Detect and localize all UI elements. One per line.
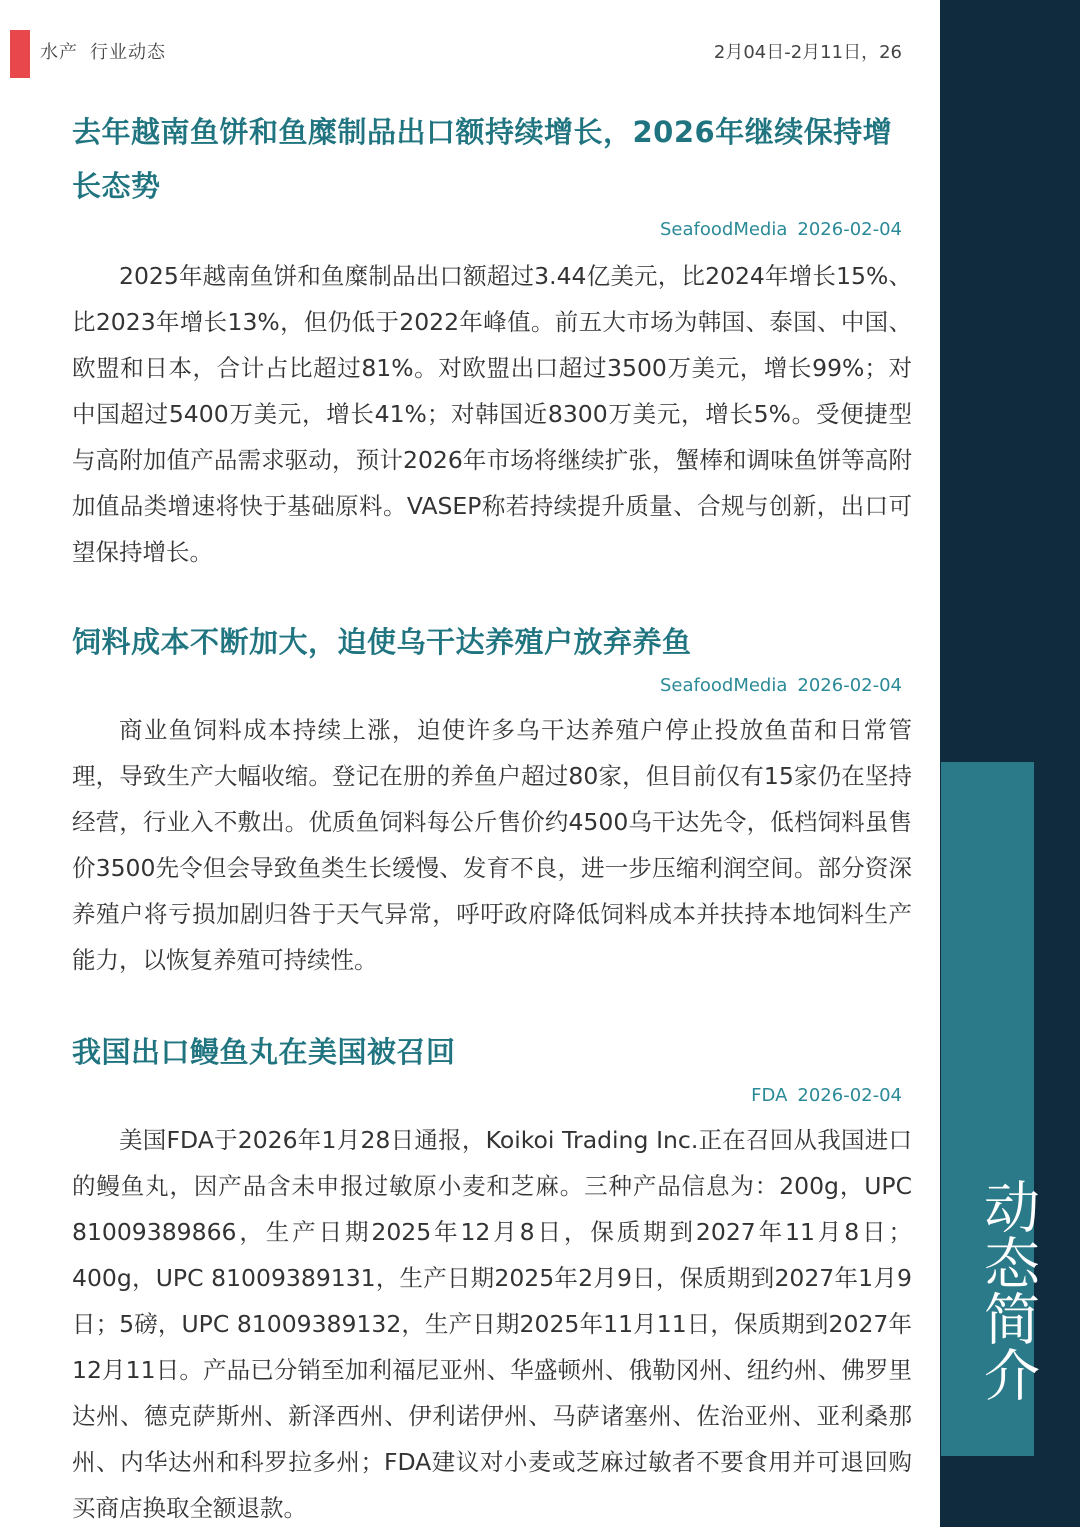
header-category: 水产 (40, 42, 78, 63)
header-date-range: 2月04日-2月11日，26 (713, 42, 902, 63)
article-title[interactable]: 我国出口鳗鱼丸在美国被召回 (72, 1035, 456, 1069)
article-body: 2025年越南鱼饼和鱼糜制品出口额超过3.44亿美元，比2024年增长15%、比2023年增长13%，但仍低于2022年峰值。前五大市场为韩国、泰国、中国、欧盟和日本，合计占比超过81%。对欧盟出口超过3500万美元，增长99%；对中国超过5400万美元，增长41%；对韩国近8300万美元，增长5%。受便捷型与高附加值产品需求驱动，预计2026年市场将继续扩张，蟹棒和调味鱼饼等高附加值品类增速将快于基础原料。VASEP称若持续提升质量、合规与创新，出口可望保持增长。 (72, 262, 912, 566)
article-source: SeafoodMedia (660, 219, 788, 240)
side-panel-title: 动态简介 (975, 1178, 1040, 1402)
article-1 (72, 105, 912, 575)
article-date: 2026-02-04 (797, 675, 902, 696)
header-section-label (40, 38, 166, 64)
header-section-name: 行业动态 (90, 42, 166, 63)
article-source: SeafoodMedia (660, 675, 788, 696)
article-title[interactable]: 饲料成本不断加大，迫使乌干达养殖户放弃养鱼 (72, 625, 692, 659)
article-date: 2026-02-04 (797, 1085, 902, 1106)
article-source: FDA (751, 1085, 788, 1106)
article-meta (72, 673, 912, 699)
article-body: 商业鱼饲料成本持续上涨，迫使许多乌干达养殖户停止投放鱼苗和日常管理，导致生产大幅收缩。登记在册的养鱼户超过80家，但目前仅有15家仍在坚持经营，行业入不敷出。优质鱼饲料每公斤售价约4500乌干达先令，低档饲料虽售价3500先令但会导致鱼类生长缓慢、发育不良，进一步压缩利润空间。部分资深养殖户将亏损加剧归咎于天气异常，呼吁政府降低饲料成本并扶持本地饲料生产能力，以恢复养殖可持续性。 (72, 716, 912, 974)
article-meta (72, 1083, 912, 1109)
header-accent-bar (10, 30, 30, 78)
article-body: 美国FDA于2026年1月28日通报，Koikoi Trading Inc.正在召回从我国进口的鳗鱼丸，因产品含未申报过敏原小麦和芝麻。三种产品信息为：200g，UPC 81009389866，生产日期2025年12月8日，保质期到2027年11月8日；400g，UPC 81009389131，生产日期2025年2月9日，保质期到2027年1月9日；5磅，UPC 81009389132，生产日期2025年11月11日，保质期到2027年12月11日。产品已分销至加利福尼亚州、华盛顿州、俄勒冈州、纽约州、佛罗里达州、德克萨斯州、新泽西州、伊利诺伊州、马萨诸塞州、佐治亚州、亚利桑那州、内华达州和科罗拉多州；FDA建议对小麦或芝麻过敏者不要食用并可退回购买商店换取全额退款。 (72, 1126, 912, 1522)
article-list (72, 105, 912, 1531)
article-title[interactable]: 去年越南鱼饼和鱼糜制品出口额持续增长，2026年继续保持增长态势 (72, 115, 893, 203)
article-date: 2026-02-04 (797, 219, 902, 240)
article-3 (72, 1025, 912, 1531)
article-2 (72, 615, 912, 983)
article-meta (72, 217, 912, 243)
